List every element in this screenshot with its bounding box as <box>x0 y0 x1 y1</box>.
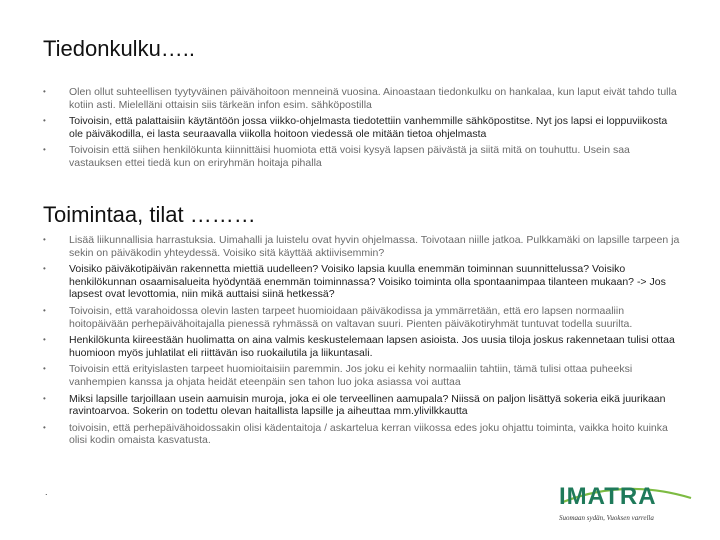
bullet-icon: • <box>43 364 46 374</box>
imatra-logo <box>555 480 695 525</box>
section-title-tiedonkulku: Tiedonkulku….. <box>43 36 196 61</box>
list-item-text: Henkilökunta kiireestään huolimatta on aina valmis keskustelemaan lapsen asioista. Jos uusia tiloja joskus rakennetaan tulisi ottaa huomioon myös juhlatilat eli riittävän iso ruokailutila ja liikuntasali. <box>69 334 675 359</box>
bullet-icon: • <box>43 393 46 403</box>
list-item <box>43 86 683 111</box>
list-item-text: Voisiko päiväkotipäivän rakennetta miettiä uudelleen? Voisiko lapsia kuulla enemmän toiminnan suunnittelussa? Voisiko henkilökunnan osaamisalueita hyödyntää enemmän toiminnassa? Voisiko toiminta olla spontaanimpaa tilanteen mukaan? -> Jos lapsest ovat levottomia, niin mikä auttaisi siinä hetkessä? <box>69 263 666 301</box>
bullet-icon: • <box>43 87 46 96</box>
list-item-text: Lisää liikunnallisia harrastuksia. Uimahalli ja luistelu ovat hyvin ohjelmassa. Toivotaan niille jatkoa. Pulkkamäki on lapsille tarpeen ja sekin on päiväkodin yhteydessä. Voisiko sitä käyttää aktiivisemmin? <box>69 234 680 259</box>
feedback-list-tiedonkulku <box>43 86 683 174</box>
list-item <box>43 234 683 259</box>
bullet-icon: • <box>43 145 46 155</box>
list-item-text: Toivoisin että erityislasten tarpeet huomioitaisiin paremmin. Jos joku ei kehity normaaliin tahtiin, tämä tulisi ottaa puheeksi vanhempien kanssa ja ohjata heidät eteenpäin sen tahon luo joka asiassa voi auttaa <box>69 363 633 388</box>
list-item-text: Miksi lapsille tarjoillaan usein aamuisin muroja, joka ei ole terveellinen aamupala? Niissä on paljon lisättyä sokeria eikä juurikaan ravintoarvoa. Sokerin on todettu olevan haitallista lapsille ja aiheuttaa mm.ylivilkkautta <box>69 392 666 418</box>
bullet-icon: • <box>43 305 46 315</box>
list-item-text: Toivoisin että siihen henkilökunta kiinnittäisi huomiota että voisi kysyä lapsen päivästä ja siitä mitä on touhuttu. Usein saa vastauksen ettei tiedä kun on eriryhmän hoitaja pihalla <box>69 144 630 169</box>
footer-dot: . <box>45 487 48 497</box>
section-title-toimintaa: Toimintaa, tilat ……… <box>43 202 256 227</box>
list-item-text: Toivoisin, että palattaisiin käytäntöön jossa viikko-ohjelmasta tiedotettiin vanhemmille sähköpostitse. Nyt jos lapsi ei loppuviikosta ole päiväkodilla, ei lasta seuraavalla viikolla hoitoon viedessä ole mitään tietoa ohjelmasta <box>69 115 668 140</box>
list-item-text: Toivoisin, että varahoidossa olevin lasten tarpeet huomioidaan päiväkodissa ja ymmärretään, että ero lapsen normaaliin hoitopäivään perhepäivähoitajalla pienessä ryhmässä on valtavan suuri. Pienten päiväkotiryhmät tuntuvat todella suurilta. <box>69 304 633 330</box>
list-item <box>43 334 683 359</box>
logo-tagline: Suomaan sydän, Vuoksen varrella <box>559 514 654 522</box>
list-item <box>43 263 683 301</box>
list-item <box>43 305 683 330</box>
bullet-icon: • <box>43 116 46 126</box>
bullet-icon: • <box>43 235 46 244</box>
list-item-text: toivoisin, että perhepäivähoidossakin olisi kädentaitoja / askartelua kerran viikossa edes joku ohjattu toiminta, vaikka hoito kuinka olisi kodin omaista kasvatusta. <box>69 421 668 447</box>
list-item-text: Olen ollut suhteellisen tyytyväinen päivähoitoon menneinä vuosina. Ainoastaan tiedonkulku on hankalaa, kun laput eivät tahdo tulla kotiin asti. Mielelläni ottaisin siis tärkeän infon esim. sähköpostilla <box>69 86 677 111</box>
list-item <box>43 115 683 140</box>
logo-wordmark: IMATRA <box>559 483 657 510</box>
bullet-icon: • <box>43 422 46 432</box>
feedback-list-toimintaa <box>43 234 683 451</box>
list-item <box>43 144 683 169</box>
list-item <box>43 363 683 388</box>
list-item <box>43 422 683 447</box>
bullet-icon: • <box>43 335 46 345</box>
bullet-icon: • <box>43 264 46 274</box>
list-item <box>43 393 683 418</box>
